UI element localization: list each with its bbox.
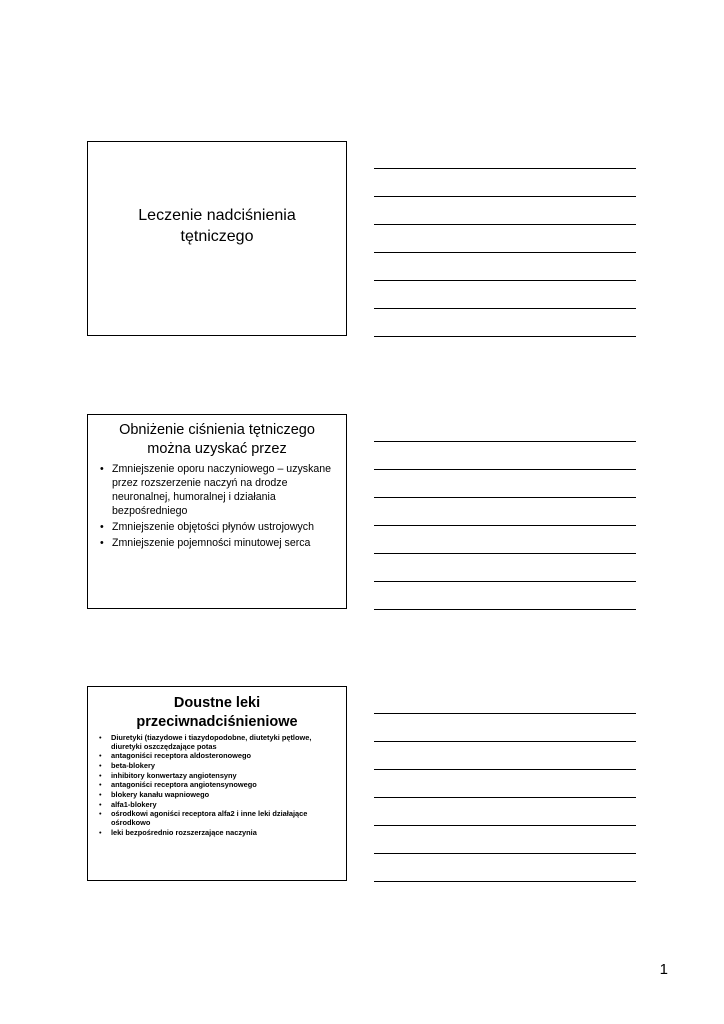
slide-3-title: Doustne leki przeciwnadciśnieniowe — [136, 695, 298, 730]
list-item — [99, 791, 336, 800]
bullet-icon: • — [99, 751, 102, 761]
note-line — [374, 308, 636, 309]
note-line — [374, 224, 636, 225]
list-item-text: antagoniści receptora angiotensynowego — [111, 780, 257, 790]
note-line — [374, 168, 636, 169]
bullet-icon: • — [100, 463, 104, 475]
note-line — [374, 797, 636, 798]
list-item-text: antagoniści receptora aldosteronowego — [111, 751, 252, 761]
note-line — [374, 525, 636, 526]
list-item-text: Zmniejszenie pojemności minutowej serca — [112, 537, 311, 549]
list-item — [100, 520, 336, 534]
bullet-icon: • — [99, 789, 102, 799]
note-line — [374, 336, 636, 337]
list-item — [99, 772, 336, 781]
note-line — [374, 609, 636, 610]
list-item-text: ośrodkowi agoniści receptora alfa2 i inne leki działające ośrodkowo — [111, 809, 308, 827]
list-item-text: beta-blokery — [111, 760, 155, 770]
list-item — [99, 801, 336, 810]
list-item — [99, 734, 336, 751]
bullet-icon: • — [100, 537, 104, 549]
slide-2 — [87, 414, 347, 609]
bullet-icon: • — [99, 770, 102, 780]
list-item — [100, 462, 336, 518]
note-line — [374, 741, 636, 742]
list-item-text: inhibitory konwertazy angiotensyny — [111, 770, 237, 780]
bullet-icon: • — [99, 733, 102, 742]
slide-3 — [87, 686, 347, 881]
note-line — [374, 769, 636, 770]
note-line — [374, 252, 636, 253]
slide-3-bullet-list — [99, 734, 336, 838]
note-line — [374, 441, 636, 442]
list-item-text: Diuretyki (tiazydowe i tiazydopodobne, diutetyki pętlowe, diuretyki oszczędzające potas — [111, 733, 312, 751]
list-item-text: Zmniejszenie oporu naczyniowego – uzyskane przez rozszerzenie naczyń na drodze neuronalnej, humoralnej i działania bezpośredniego — [112, 463, 332, 517]
note-line — [374, 825, 636, 826]
note-line — [374, 581, 636, 582]
note-line — [374, 196, 636, 197]
list-item-text: Zmniejszenie objętości płynów ustrojowych — [112, 521, 314, 533]
list-item — [99, 810, 336, 827]
list-item-text: alfa1-blokery — [111, 799, 157, 809]
list-item — [99, 781, 336, 790]
bullet-icon: • — [99, 799, 102, 809]
note-line — [374, 713, 636, 714]
slide-1-title: Leczenie nadciśnienia tętniczego — [138, 207, 296, 245]
note-line — [374, 497, 636, 498]
bullet-icon: • — [99, 780, 102, 790]
slide-1 — [87, 141, 347, 336]
list-item — [99, 762, 336, 771]
bullet-icon: • — [100, 521, 104, 533]
list-item-text: leki bezpośrednio rozszerzające naczynia — [111, 827, 257, 837]
note-line — [374, 881, 636, 882]
slide-2-bullet-list — [100, 462, 336, 552]
list-item — [100, 536, 336, 550]
note-line — [374, 853, 636, 854]
slide-2-title: Obniżenie ciśnienia tętniczego można uzyskać przez — [119, 422, 315, 457]
list-item — [99, 752, 336, 761]
list-item — [99, 829, 336, 838]
bullet-icon: • — [99, 760, 102, 770]
list-item-text: blokery kanału wapniowego — [111, 789, 210, 799]
note-line — [374, 553, 636, 554]
note-line — [374, 469, 636, 470]
bullet-icon: • — [99, 809, 102, 819]
bullet-icon: • — [99, 827, 102, 837]
page-number: 1 — [659, 961, 668, 978]
note-line — [374, 280, 636, 281]
